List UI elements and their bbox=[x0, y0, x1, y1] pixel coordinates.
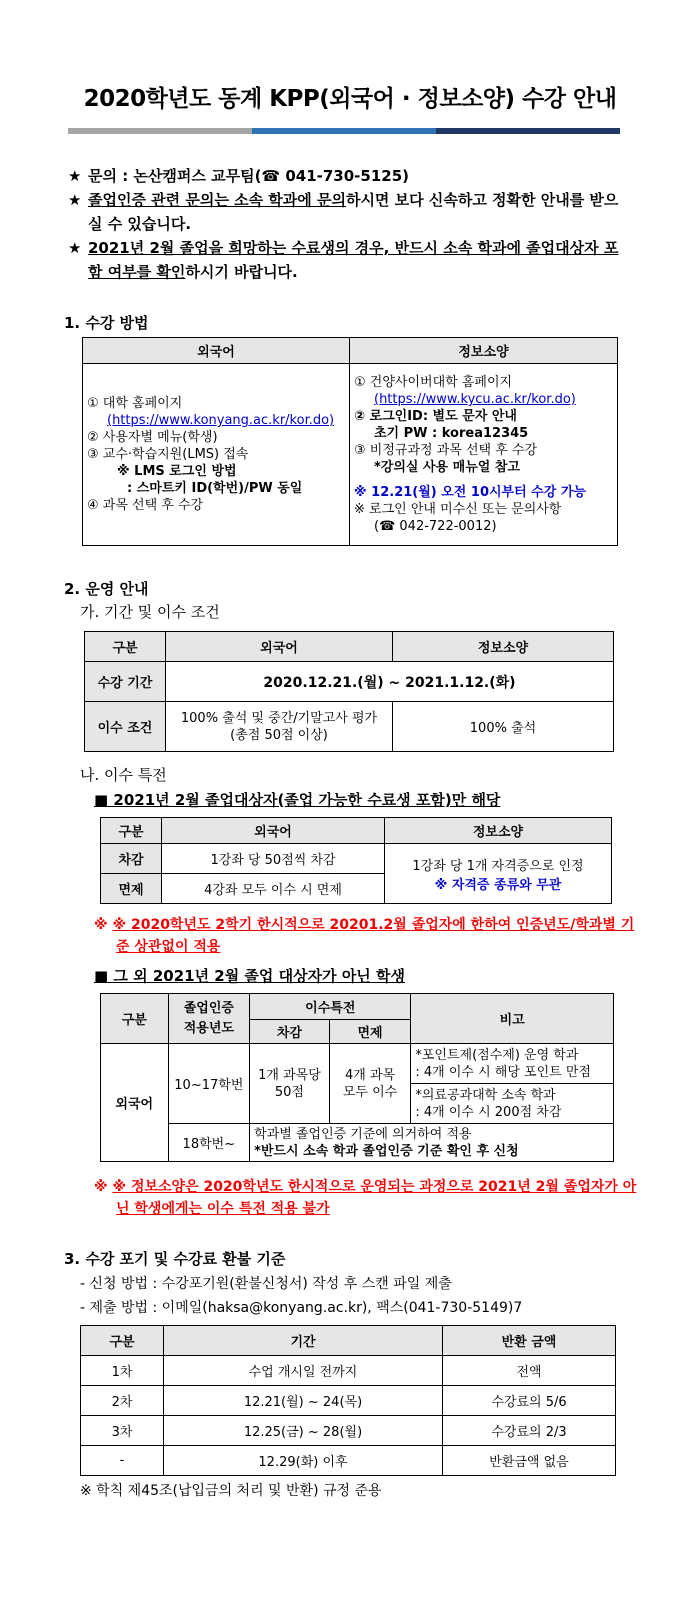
sub-heading-na: 나. 이수 특전 bbox=[80, 766, 167, 784]
method-col-foreign: 외국어 bbox=[83, 338, 350, 364]
section-2-heading: 2. 운영 안내 bbox=[64, 580, 149, 598]
sub-heading-ga: 가. 기간 및 이수 조건 bbox=[80, 603, 220, 621]
method-info-cell: ① 건양사이버대학 홈페이지 (https://www.kycu.ac.kr/kor.do) ② 로그인ID: 별도 문자 안내 초기 PW : korea12345 ③ 비정규과정 과목 선택 후 수강 *강의실 사용 매뉴얼 참고 ※ 12.21(월) 오전 10시부터 수강 가능 ※ 로그인 안내 미수신 또는 문의사항 (☎ 042-722-0012) bbox=[350, 364, 618, 546]
notice-inquiry: ★ 졸업인증 관련 문의는 소속 학과에 문의하시면 보다 신속하고 정확한 안내를 받으실 수 있습니다. bbox=[68, 191, 619, 233]
title-bar-navy bbox=[436, 128, 620, 134]
method-col-info: 정보소양 bbox=[350, 338, 618, 364]
refund-submit-method: - 제출 방법 : 이메일(haksa@konyang.ac.kr), 팩스(041-730-5149)7 bbox=[80, 1300, 523, 1316]
section-3-heading: 3. 수강 포기 및 수강료 환불 기준 bbox=[64, 1250, 286, 1268]
benefit-table: 구분 외국어 정보소양 차감 1강좌 당 50점씩 차감 1강좌 당 1개 자격증으로 인정 ※ 자격증 종류와 무관 면제 4강좌 모두 이수 시 면제 bbox=[100, 817, 612, 904]
refund-apply-method: - 신청 방법 : 수강포기원(환불신청서) 작성 후 스캔 파일 제출 bbox=[80, 1276, 452, 1292]
table-row: 3차 12.25(금) ~ 28(월) 수강료의 2/3 bbox=[81, 1416, 616, 1446]
page-title: 2020학년도 동계 KPP(외국어 · 정보소양) 수강 안내 bbox=[83, 86, 617, 112]
table-row: - 12.29(화) 이후 반환금액 없음 bbox=[81, 1446, 616, 1476]
course-period: 2020.12.21.(월) ~ 2021.1.12.(화) bbox=[166, 662, 614, 702]
method-table bbox=[82, 337, 618, 546]
benefit-heading-2: ■ 그 외 2021년 2월 졸업 대상자가 아닌 학생 bbox=[94, 967, 405, 985]
notice-graduation: ★ 2021년 2월 졸업을 희망하는 수료생의 경우, 반드시 소속 학과에 졸업대상자 포함 여부를 확인하시기 바랍니다. bbox=[68, 239, 619, 281]
benefit-note-1: ※ ※ 2020학년도 2학기 한시적으로 20201.2월 졸업자에 한하여 인증년도/학과별 기준 상관없이 적용 bbox=[94, 917, 635, 955]
method-foreign-cell: ① 대학 홈페이지 (https://www.konyang.ac.kr/kor.do) ② 사용자별 메뉴(학생) ③ 교수·학습지원(LMS) 접속 ※ LMS 로그인 방법 : 스마트키 ID(학번)/PW 동일 ④ 과목 선택 후 수강 bbox=[83, 364, 350, 546]
table-row: 1차 수업 개시일 전까지 전액 bbox=[81, 1356, 616, 1386]
notice-list bbox=[68, 164, 628, 284]
notice-contact: ★ 문의 : 논산캠퍼스 교무팀(☎ 041-730-5125) bbox=[68, 167, 410, 185]
benefit-note-2: ※ ※ 정보소양은 2020학년도 한시적으로 운영되는 과정으로 2021년 2월 졸업자가 아닌 학생에게는 이수 특전 적용 불가 bbox=[94, 1179, 637, 1217]
title-bar-gray bbox=[68, 128, 252, 134]
table-row: 2차 12.21(월) ~ 24(목) 수강료의 5/6 bbox=[81, 1386, 616, 1416]
period-table: 구분 외국어 정보소양 수강 기간 2020.12.21.(월) ~ 2021.1.12.(화) 이수 조건 100% 출석 및 중간/기말고사 평가 (총점 50점 이상) 100% 출석 bbox=[84, 631, 614, 752]
benefit-heading-1: ■ 2021년 2월 졸업대상자(졸업 가능한 수료생 포함)만 해당 bbox=[94, 791, 501, 809]
konyang-link[interactable]: (https://www.konyang.ac.kr/kor.do) bbox=[107, 413, 335, 428]
title-bar-blue bbox=[252, 128, 436, 134]
refund-table: 구분 기간 반환 금액 1차 수업 개시일 전까지 전액 2차 12.21(월) ~ 24(목) 수강료의 5/6 3차 12.25(금) ~ 28(월) 수강료의 2/3 - 12.29(화) 이후 반환금액 없음 bbox=[80, 1325, 616, 1476]
regulation-footnote: ※ 학칙 제45조(납입금의 처리 및 반환) 규정 준용 bbox=[80, 1483, 382, 1499]
start-notice: ※ 12.21(월) 오전 10시부터 수강 가능 bbox=[354, 485, 586, 500]
section-1-heading: 1. 수강 방법 bbox=[64, 314, 149, 332]
other-students-table: 구분 졸업인증 적용년도 이수특전 비고 차감 면제 외국어 10~17학번 1개 과목당 50점 4개 과목 모두 이수 *포인트제(점수제) 운영 학과 : 4개 이수 시 해당 포인트 만점 *의료공과대학 소속 학과 : 4개 이수 시 200점 차감 18학번~ 학과별 졸업인증 기준에 의거하여 적용 *반드시 소속 학과 졸업인증 기준 확인 후 신청 bbox=[100, 993, 614, 1162]
kycu-link[interactable]: (https://www.kycu.ac.kr/kor.do) bbox=[374, 392, 576, 407]
